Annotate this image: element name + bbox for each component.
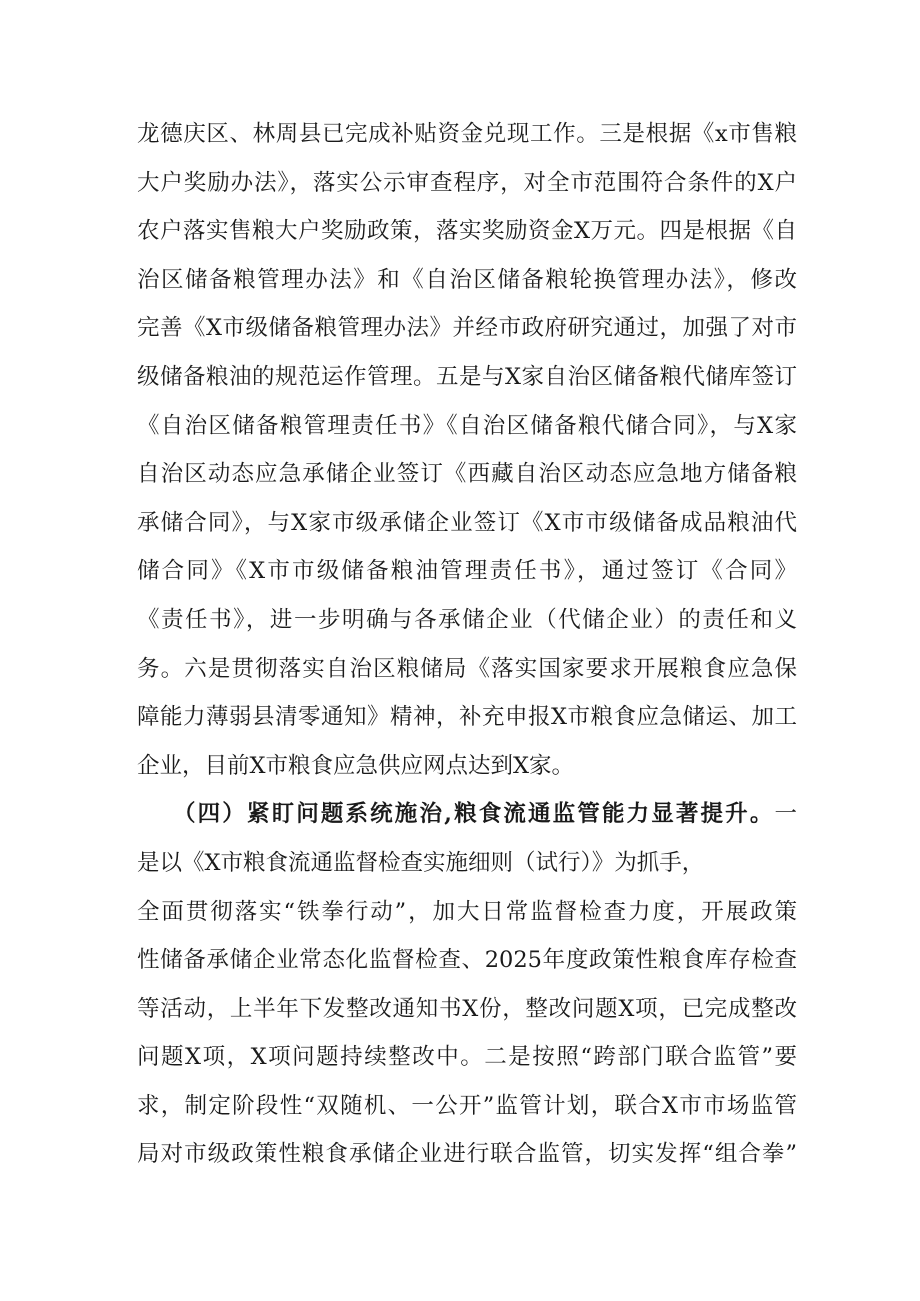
document-body xyxy=(137,110,797,1179)
text-line: 局对市级政策性粮食承储企业进行联合监管，切实发挥“组合拳” xyxy=(137,1141,797,1168)
text-line: 是以《X市粮食流通监督检查实施细则（试行）》为抓手， xyxy=(137,849,705,876)
text-line: 问题X项，X项问题持续整改中。二是按照“跨部门联合监管”要 xyxy=(137,1044,797,1071)
text-line: 全面贯彻落实“铁拳行动”，加大日常监督检查力度，开展政策 xyxy=(137,898,797,925)
text-line: 治区储备粮管理办法》和《自治区储备粮轮换管理办法》，修改 xyxy=(137,266,797,293)
text-line: 《责任书》，进一步明确与各承储企业（代储企业）的责任和义 xyxy=(137,606,797,633)
text-line: 《自治区储备粮管理责任书》《自治区储备粮代储合同》，与X家 xyxy=(137,412,797,439)
section-heading: （四）紧盯问题系统施治,粮食流通监管能力显著提升。 xyxy=(173,801,775,828)
text-line: 障能力薄弱县清零通知》精神，补充申报X市粮食应急储运、加工 xyxy=(137,704,797,731)
text-line: 性储备承储企业常态化监督检查、2025年度政策性粮食库存检查 xyxy=(137,947,797,974)
text-line: 大户奖励办法》，落实公示审查程序，对全市范围符合条件的X户 xyxy=(137,169,797,196)
text-line: 求，制定阶段性“双随机、一公开”监管计划，联合X市市场监管 xyxy=(137,1092,797,1119)
text-line: 自治区动态应急承储企业签订《西藏自治区动态应急地方储备粮 xyxy=(137,461,797,488)
text-line: 承储合同》，与X家市级承储企业签订《X市市级储备成品粮油代 xyxy=(137,509,797,536)
text-line: 级储备粮油的规范运作管理。五是与X家自治区储备粮代储库签订 xyxy=(137,363,797,390)
paragraph-1 xyxy=(137,110,797,790)
text-line: 农户落实售粮大户奖励政策，落实奖励资金X万元。四是根据《自 xyxy=(137,218,797,245)
text-line: 完善《X市级储备粮管理办法》并经市政府研究通过，加强了对市 xyxy=(137,315,797,342)
text-line: 务。六是贯彻落实自治区粮储局《落实国家要求开展粮食应急保 xyxy=(137,655,797,682)
section-heading-line xyxy=(137,790,797,839)
text-line: 储合同》《X市市级储备粮油管理责任书》，通过签订《合同》 xyxy=(137,558,797,585)
heading-tail-text: 一 xyxy=(774,801,797,828)
text-line: 等活动，上半年下发整改通知书X份，整改问题X项，已完成整改 xyxy=(137,995,797,1022)
text-line: 龙德庆区、林周县已完成补贴资金兑现工作。三是根据《x市售粮 xyxy=(137,121,797,147)
text-line: 企业，目前X市粮食应急供应网点达到X家。 xyxy=(137,752,575,779)
paragraph-2 xyxy=(137,790,797,1179)
